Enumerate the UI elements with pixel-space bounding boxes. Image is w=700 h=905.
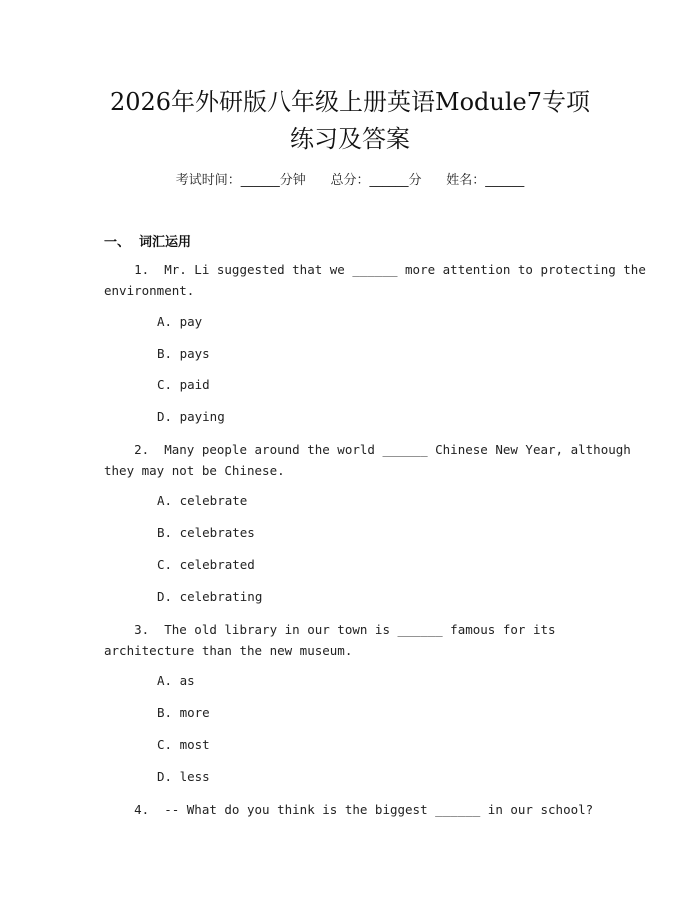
question-3-line-2: architecture than the new museum.	[104, 643, 353, 658]
question-1-option-d: D. paying	[157, 409, 225, 424]
exam-info-line: 考试时间：______分钟 总分：______分 姓名：______	[175, 173, 525, 188]
question-1-line-2: environment.	[104, 283, 195, 298]
question-2-option-d: D. celebrating	[157, 589, 263, 604]
document-title-line-2: 练习及答案	[290, 125, 410, 153]
question-1-option-a: A. pay	[157, 314, 203, 329]
question-1-option-c: C. paid	[157, 377, 210, 392]
section-number: 一、	[104, 235, 131, 250]
question-3-option-a: A. as	[157, 673, 195, 688]
question-4-line-1: 4. -- What do you think is the biggest ______ in our school?	[104, 802, 594, 817]
question-3-option-d: D. less	[157, 769, 210, 784]
question-1-line-1: 1. Mr. Li suggested that we ______ more attention to protecting the	[104, 262, 646, 277]
question-1-option-b: B. pays	[157, 346, 210, 361]
question-2-option-a: A. celebrate	[157, 493, 248, 508]
question-2-option-b: B. celebrates	[157, 525, 255, 540]
question-3-option-c: C. most	[157, 737, 210, 752]
section-title: 词汇运用	[139, 235, 192, 250]
question-2-line-2: they may not be Chinese.	[104, 463, 285, 478]
section-heading	[104, 231, 191, 250]
question-2-line-1: 2. Many people around the world ______ Chinese New Year, although	[104, 442, 631, 457]
question-3-option-b: B. more	[157, 705, 210, 720]
question-3-line-1: 3. The old library in our town is ______ famous for its	[104, 622, 556, 637]
document-title-line-1: 2026年外研版八年级上册英语Module7专项	[109, 88, 591, 116]
question-2-option-c: C. celebrated	[157, 557, 255, 572]
